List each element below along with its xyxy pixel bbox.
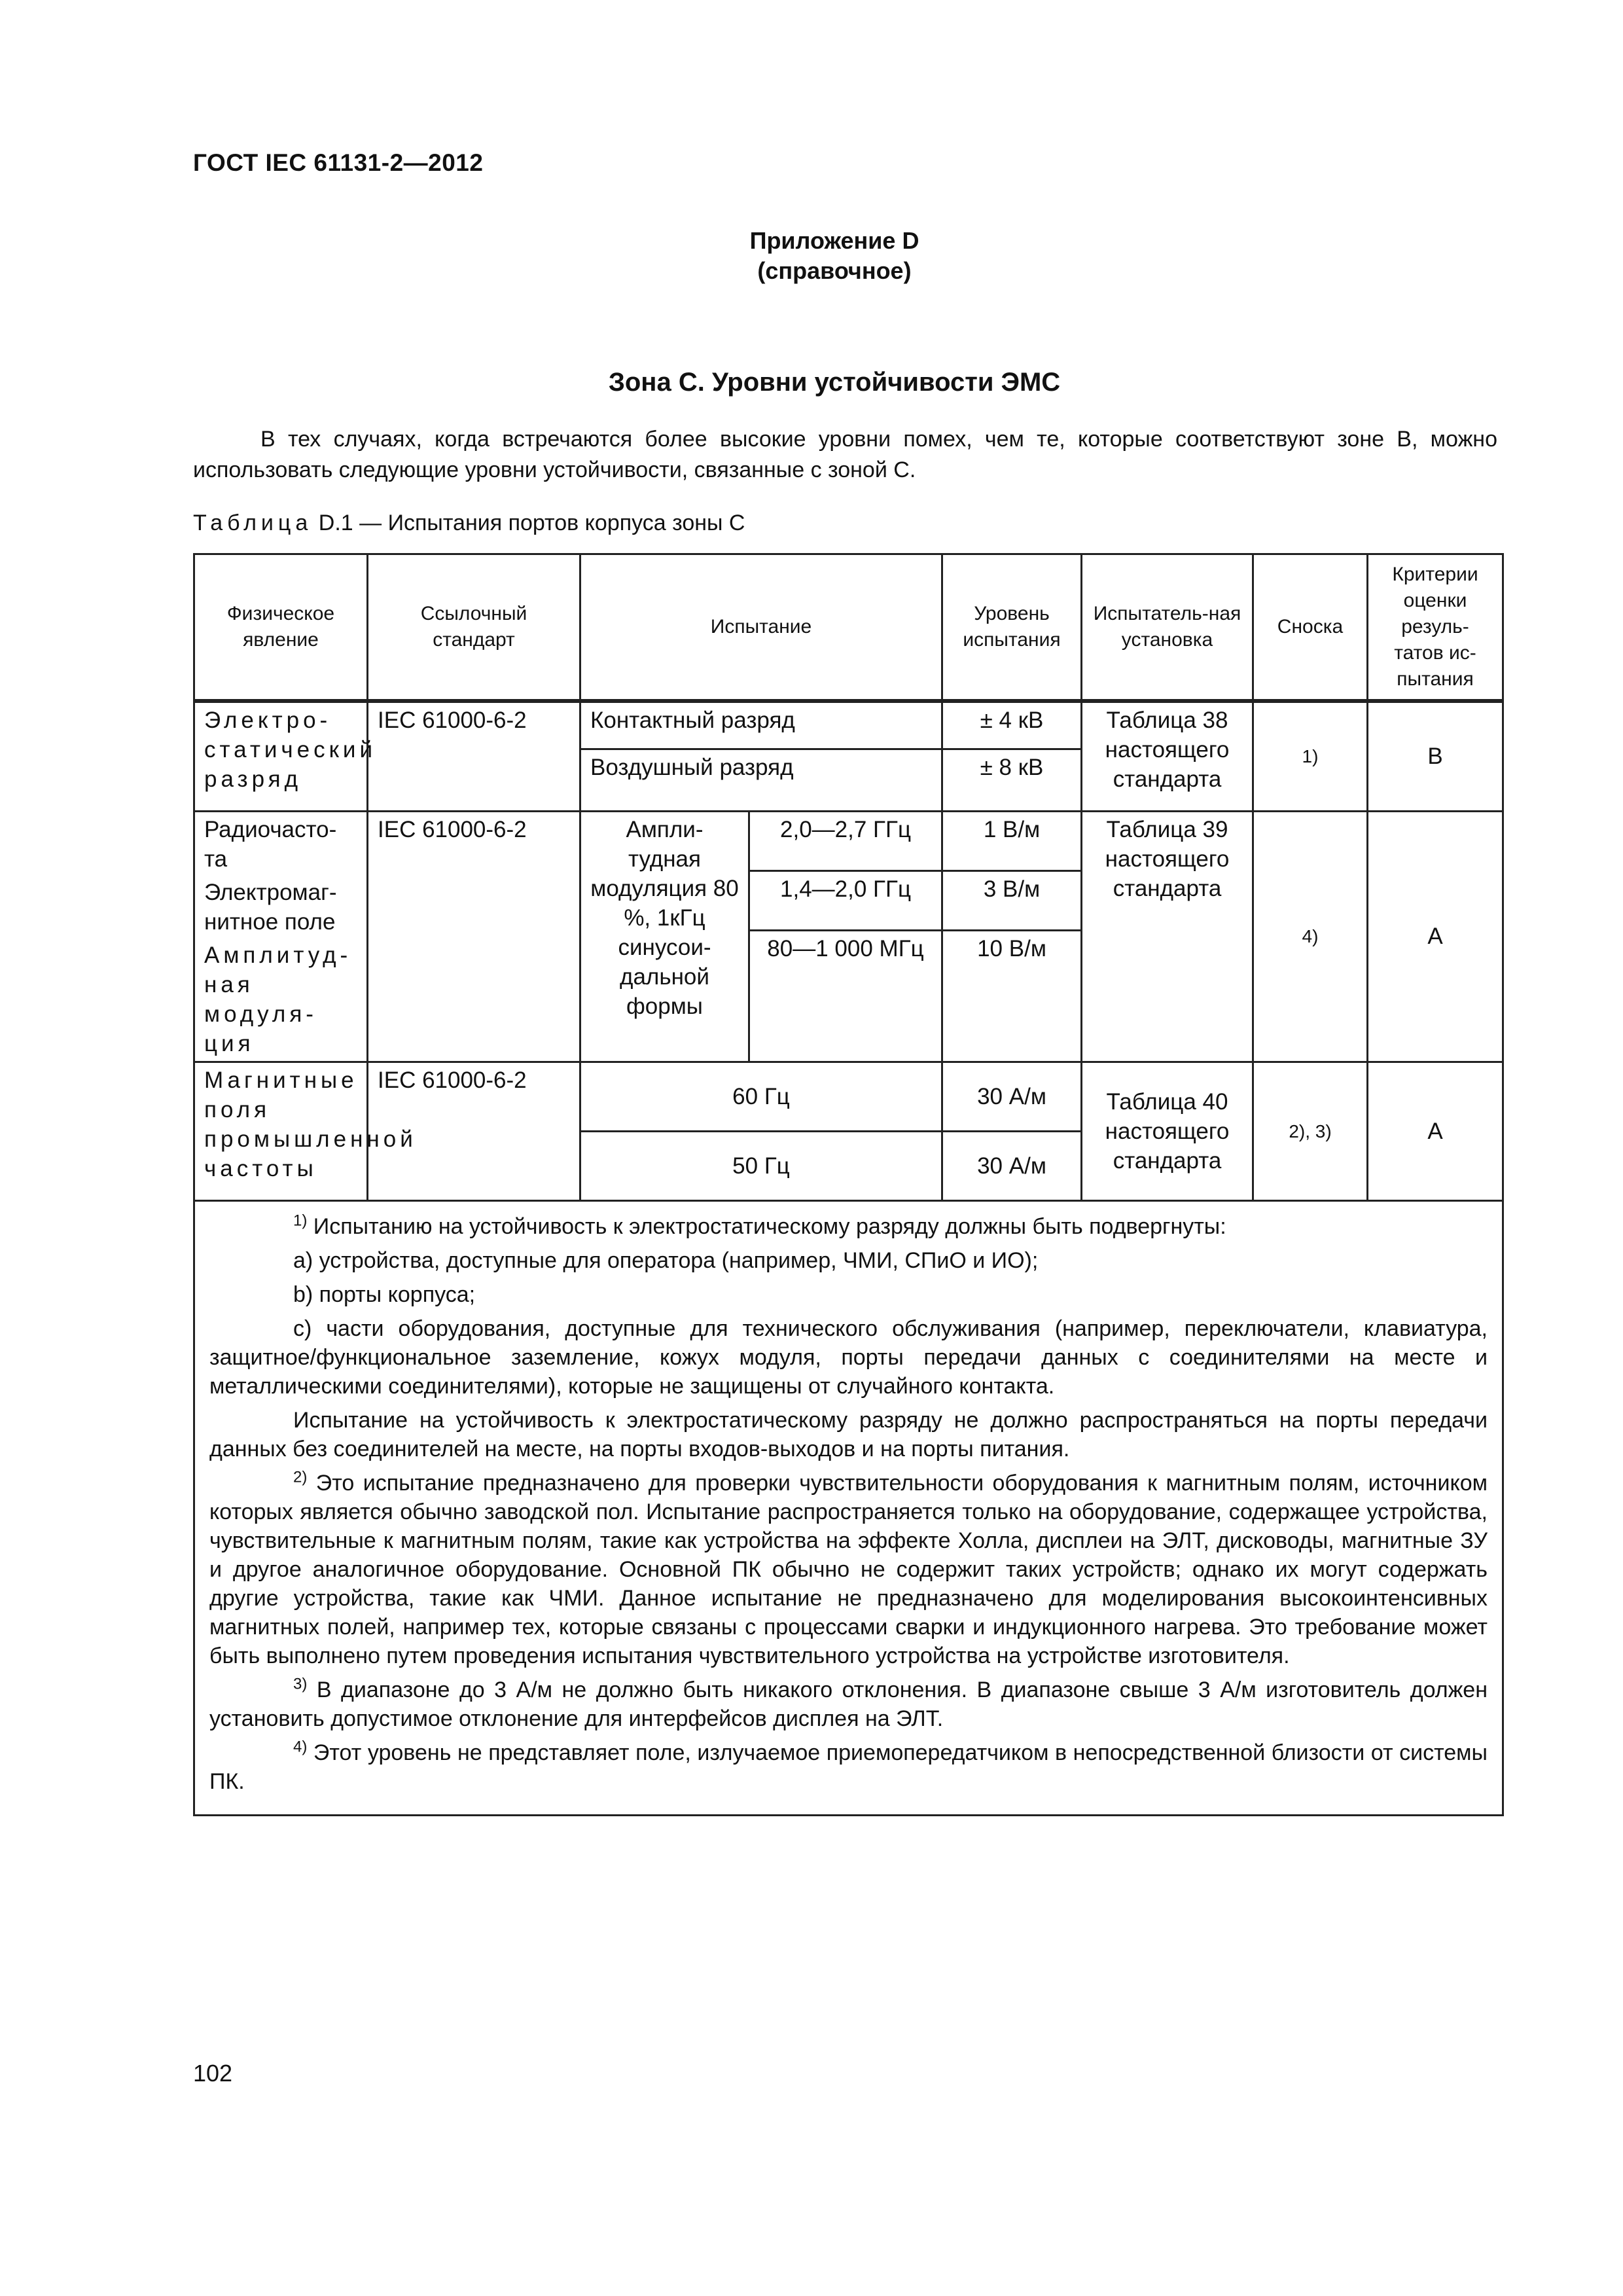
cell-esd-test-1: Контактный разряд — [580, 701, 942, 749]
cell-esd-level-1: ± 4 кВ — [942, 701, 1082, 749]
cell-esd-level-2: ± 8 кВ — [942, 749, 1082, 811]
cell-rf-setup: Таблица 39 настоящего стандарта — [1082, 811, 1253, 1062]
note-1-text: Испытанию на устойчивость к электростатическому разряду должны быть подвергнуты: — [313, 1213, 1226, 1239]
table-row-magnetic-1 — [194, 1062, 1503, 1131]
appendix-subtitle: (справочное) — [757, 257, 912, 284]
table-notes-row — [194, 1200, 1503, 1815]
cell-rf-band-2: 1,4—2,0 ГГц — [749, 870, 942, 930]
cell-rf-criteria: A — [1368, 811, 1503, 1062]
cell-magnetic-test-2: 50 Гц — [580, 1131, 942, 1200]
note-2-text: Это испытание предназначено для проверки чувствительности оборудования к магнитным полям, источником которых является обычно заводской пол. Испытание распространяется только на оборудование, содержащее устройства, чувствительные к магнитным полям, такие как устройства на эффекте Холла, дисплеи на ЭЛТ, дисководы, магнитные ЗУ и другое аналогичное оборудование. Основной ПК обычно не содержит таких устройств; однако их могут содержать другие устройства, такие как ЧМИ. Данное испытание не предназначено для моделирования высокоинтенсивных магнитных полей, например тех, которые связаны с процессами сварки и индукционного нагрева. Это требование может быть выполнено путем проведения испытания чувствительного устройства на устройстве изготовителя. — [209, 1470, 1488, 1668]
note-4 — [209, 1738, 1488, 1796]
rf-phenomenon-line-1: Радиочасто-та — [204, 816, 337, 872]
cell-magnetic-criteria: A — [1368, 1062, 1503, 1200]
cell-rf-level-2: 3 В/м — [942, 870, 1082, 930]
cell-magnetic-standard: IEC 61000-6-2 — [368, 1062, 580, 1200]
cell-rf-standard: IEC 61000-6-2 — [368, 811, 580, 1062]
table-caption-label: Таблица — [193, 511, 313, 535]
note-2-mark: 2) — [293, 1468, 308, 1486]
cell-esd-footnote: 1) — [1253, 701, 1368, 811]
cell-rf-level-1: 1 В/м — [942, 811, 1082, 870]
note-3 — [209, 1676, 1488, 1733]
header-phenomenon: Физическое явление — [194, 554, 368, 702]
appendix-title: Приложение D — [749, 227, 919, 254]
table-caption-text: D.1 — Испытания портов корпуса зоны С — [318, 511, 745, 535]
intro-line-2: использовать следующие уровни устойчивости, связанные с зоной С. — [193, 457, 916, 482]
note-1 — [209, 1212, 1488, 1241]
note-1-item-a: а) устройства, доступные для оператора (например, ЧМИ, СПиО и ИО); — [293, 1247, 1039, 1273]
cell-magnetic-level-2: 30 А/м — [942, 1131, 1082, 1200]
page-number: 102 — [193, 2060, 233, 2087]
header-criteria: Критерии оценки резуль-татов ис-пытания — [1368, 554, 1503, 702]
section-title: Зона С. Уровни устойчивости ЭМС — [608, 368, 1061, 397]
cell-magnetic-footnote: 2), 3) — [1253, 1062, 1368, 1200]
header-footnote: Сноска — [1253, 554, 1368, 702]
emc-test-table — [193, 553, 1504, 1816]
header-setup: Испытатель-ная установка — [1082, 554, 1253, 702]
cell-esd-criteria: B — [1368, 701, 1503, 811]
cell-rf-phenomenon — [194, 811, 368, 1062]
header-standard: Ссылочный стандарт — [368, 554, 580, 702]
table-notes — [194, 1200, 1503, 1815]
cell-rf-level-3: 10 В/м — [942, 930, 1082, 1062]
rf-phenomenon-line-2: Электромаг-нитное поле — [204, 879, 337, 935]
cell-rf-modulation: Ампли-тудная модуляция 80 %, 1кГц синусои-дальной формы — [580, 811, 749, 1062]
cell-esd-standard: IEC 61000-6-2 — [368, 701, 580, 811]
cell-rf-band-3: 80—1 000 МГц — [749, 930, 942, 1062]
table-caption — [193, 511, 745, 536]
note-2 — [209, 1469, 1488, 1670]
intro-line-1: В тех случаях, когда встречаются более высокие уровни помех, чем те, которые соответствуют зоне В, можно — [260, 427, 1497, 452]
table-header-row — [194, 554, 1503, 702]
note-3-mark: 3) — [293, 1675, 308, 1693]
note-4-text: Этот уровень не представляет поле, излучаемое приемопередатчиком в непосредственной близости от системы ПК. — [209, 1740, 1488, 1794]
rf-phenomenon-line-3: Амплитуд-ная модуля-ция — [204, 942, 352, 1056]
note-4-mark: 4) — [293, 1738, 308, 1756]
note-1-item-c: с) части оборудования, доступные для технического обслуживания (например, переключатели, клавиатура, защитное/функциональное заземление, кожух модуля, порты передачи данных с соединителями на месте и металлическими соединителями), которые не защищены от случайного контакта. — [209, 1316, 1488, 1399]
header-test: Испытание — [580, 554, 942, 702]
appendix-heading — [0, 226, 1623, 286]
document-code-header: ГОСТ IEC 61131-2—2012 — [193, 149, 484, 176]
note-3-text: В диапазоне до 3 А/м не должно быть никакого отклонения. В диапазоне свыше 3 А/м изготовитель должен установить допустимое отклонение для интерфейсов дисплея на ЭЛТ. — [209, 1677, 1488, 1731]
header-level: Уровень испытания — [942, 554, 1082, 702]
cell-magnetic-phenomenon: Магнитные поля промышленной частоты — [194, 1062, 368, 1200]
cell-esd-phenomenon: Электро-статический разряд — [194, 701, 368, 811]
cell-magnetic-setup: Таблица 40 настоящего стандарта — [1082, 1062, 1253, 1200]
note-1-mark: 1) — [293, 1211, 308, 1230]
table-row-rf-1 — [194, 811, 1503, 870]
intro-paragraph — [193, 424, 1497, 486]
cell-rf-footnote: 4) — [1253, 811, 1368, 1062]
note-1-extra: Испытание на устойчивость к электростатическому разряду не должно распространяться на порты передачи данных без соединителей на месте, на порты входов-выходов и на порты питания. — [209, 1407, 1488, 1462]
note-1-item-b: b) порты корпуса; — [293, 1282, 476, 1307]
cell-magnetic-level-1: 30 А/м — [942, 1062, 1082, 1131]
cell-esd-setup: Таблица 38 настоящего стандарта — [1082, 701, 1253, 811]
cell-esd-test-2: Воздушный разряд — [580, 749, 942, 811]
cell-rf-band-1: 2,0—2,7 ГГц — [749, 811, 942, 870]
table-row-esd-1 — [194, 701, 1503, 749]
cell-magnetic-test-1: 60 Гц — [580, 1062, 942, 1131]
